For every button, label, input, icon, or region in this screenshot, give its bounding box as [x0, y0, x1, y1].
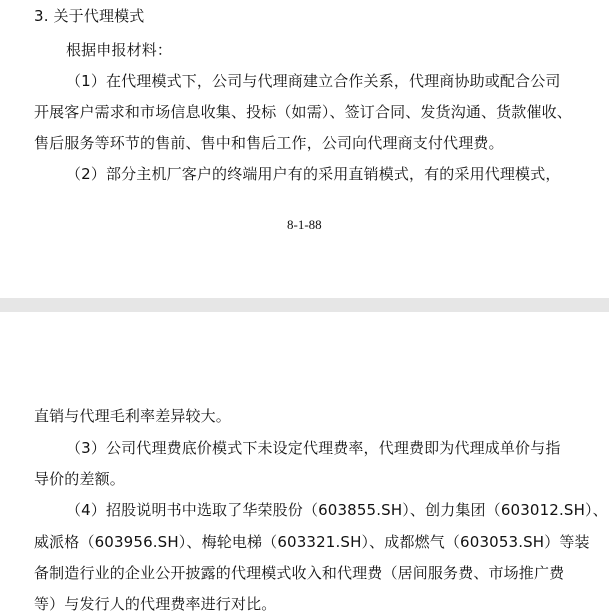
- intro-text: 根据申报材料：: [66, 41, 173, 59]
- paragraph-4-line-4: 等）与发行人的代理费率进行对比。: [34, 595, 277, 613]
- paragraph-2-line-2: 直销与代理毛利率差异较大。: [34, 407, 231, 425]
- paragraph-2-line-1: （2）部分主机厂客户的终端用户有的采用直销模式，有的采用代理模式，: [66, 165, 561, 183]
- section-heading: 3. 关于代理模式: [34, 7, 145, 25]
- paragraph-1-line-2: 开展客户需求和市场信息收集、投标（如需）、签订合同、发货沟通、货款催收、: [34, 103, 572, 121]
- page-separator: [0, 298, 609, 312]
- paragraph-1-line-1: （1）在代理模式下，公司与代理商建立合作关系，代理商协助或配合公司: [66, 72, 561, 90]
- paragraph-3-line-2: 导价的差额。: [34, 470, 125, 488]
- paragraph-4-line-1: （4）招股说明书中选取了华荣股份（603855.SH）、创力集团（603012.SH）、: [66, 501, 608, 519]
- paragraph-3-line-1: （3）公司代理费底价模式下未设定代理费率，代理费即为代理成单价与指: [66, 439, 561, 457]
- paragraph-1-line-3: 售后服务等环节的售前、售中和售后工作，公司向代理商支付代理费。: [34, 134, 504, 152]
- document-page-upper: [0, 0, 609, 298]
- paragraph-4-line-3: 备制造行业的企业公开披露的代理模式收入和代理费（居间服务费、市场推广费: [34, 564, 565, 582]
- paragraph-4-line-2: 威派格（603956.SH）、梅轮电梯（603321.SH）、成都燃气（603053.SH）等装: [34, 533, 590, 551]
- document-page-lower: [0, 312, 609, 616]
- page-number: 8-1-88: [287, 217, 322, 232]
